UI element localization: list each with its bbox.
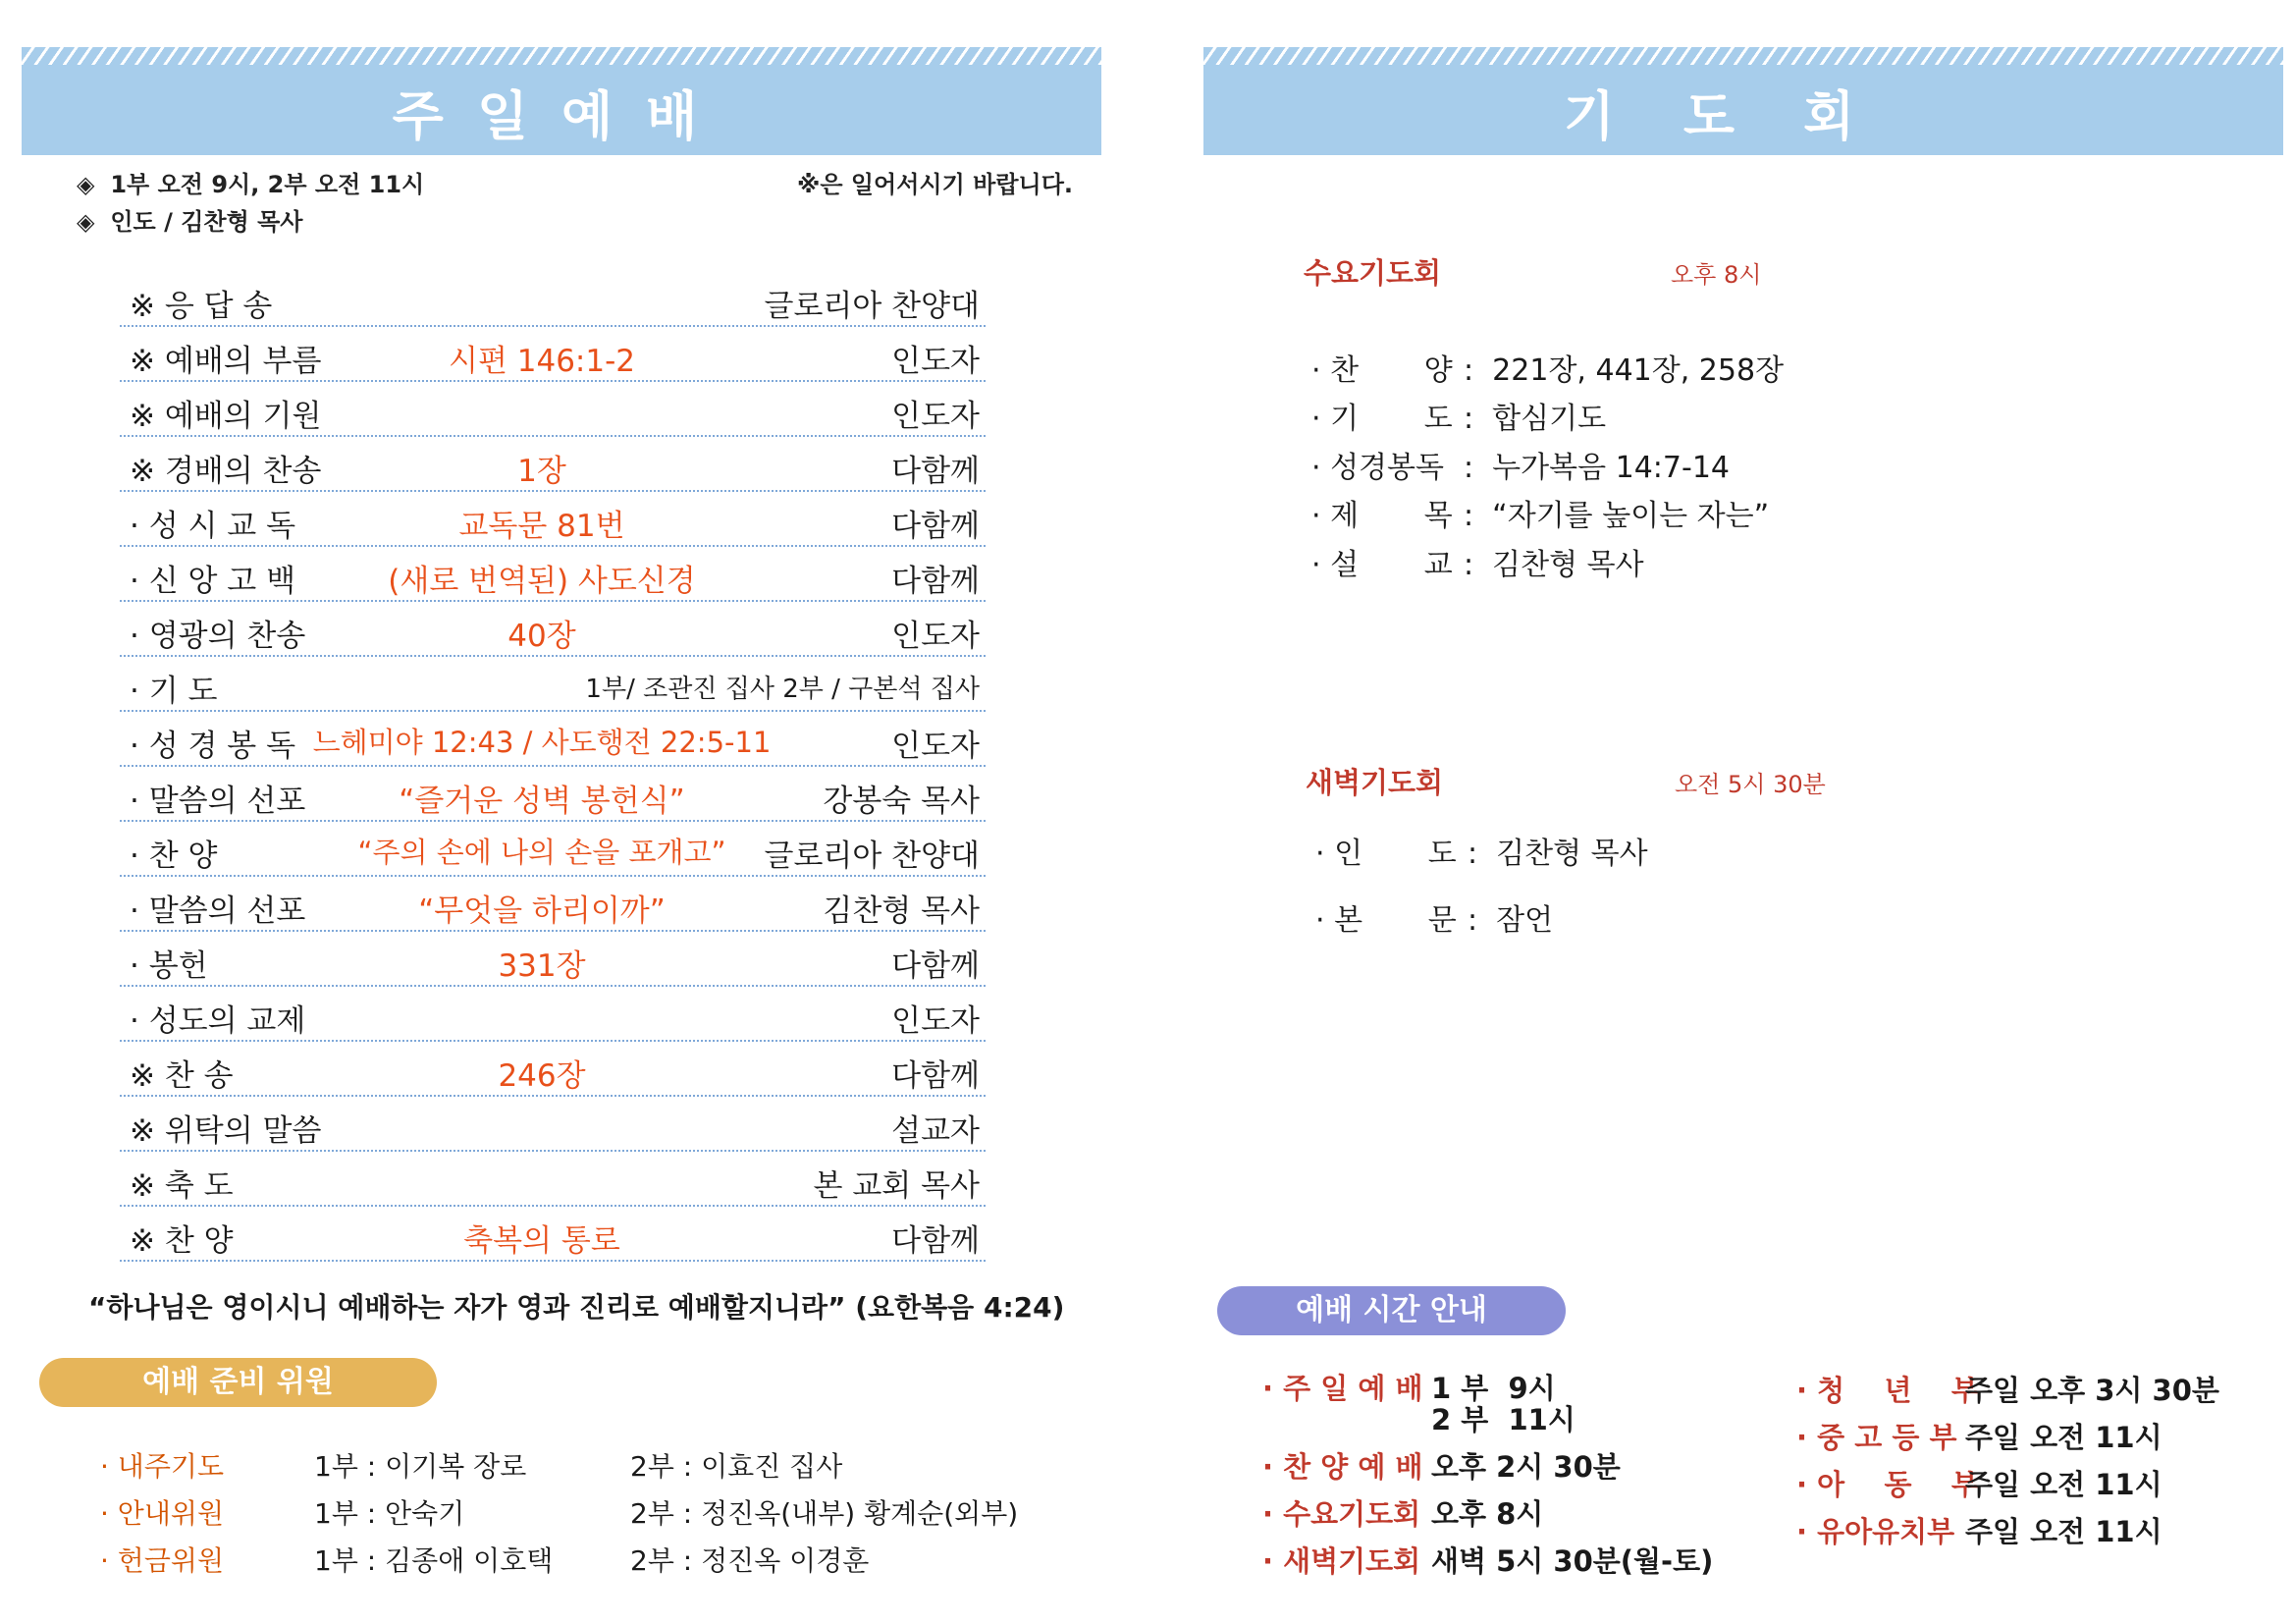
order-label: ※ 경배의 찬송 <box>130 454 322 489</box>
order-row <box>120 767 986 822</box>
order-performer: 강봉숙 목사 <box>823 784 980 819</box>
schedule-left-row <box>1262 1398 1575 1438</box>
line-key: · 인 도 <box>1315 837 1457 871</box>
schedule-label: · 유아유치부 <box>1796 1515 1955 1548</box>
schedule-label: · 찬 양 예 배 <box>1262 1450 1423 1484</box>
order-row <box>120 547 986 602</box>
order-row <box>120 1207 986 1262</box>
scripture-quote: “하나님은 영이시니 예배하는 자가 영과 진리로 예배할지니라” (요한복음 4:24) <box>88 1291 1065 1324</box>
committee-first: 1부 : 안숙기 <box>314 1497 465 1530</box>
order-performer: 설교자 <box>891 1113 980 1149</box>
committee-role: · 안내위원 <box>100 1497 224 1530</box>
order-of-worship <box>120 272 986 1262</box>
sunday-worship-title: 주일예배 <box>392 85 731 147</box>
line-key: · 설 교 <box>1311 548 1453 582</box>
line-key: · 성경봉독 <box>1311 451 1444 485</box>
order-row <box>120 987 986 1042</box>
order-label: · 영광의 찬송 <box>130 619 306 654</box>
order-label: · 봉헌 <box>130 948 208 984</box>
order-label: · 성 경 봉 독 <box>130 729 296 764</box>
leader-text: 인도 / 김찬형 목사 <box>110 208 303 236</box>
order-row <box>120 932 986 987</box>
order-performer: 본 교회 목사 <box>813 1168 980 1204</box>
order-performer: 글로리아 찬양대 <box>764 839 980 874</box>
order-performer: 인도자 <box>891 619 980 654</box>
committee-first: 1부 : 김종애 이호택 <box>314 1544 554 1577</box>
schedule-value: 2 부 11시 <box>1431 1403 1575 1436</box>
order-detail: 시편 146:1-2 <box>449 344 635 379</box>
order-performer: 김찬형 목사 <box>823 893 980 929</box>
banner-stripe <box>1203 47 2283 65</box>
order-performer: 인도자 <box>891 1003 980 1039</box>
schedule-value: 새벽 5시 30분(월-토) <box>1431 1544 1714 1578</box>
order-performer: 인도자 <box>891 344 980 379</box>
committee-first: 1부 : 이기복 장로 <box>314 1450 527 1483</box>
committee-role: · 헌금위원 <box>100 1544 224 1577</box>
order-label: ※ 찬 송 <box>130 1058 234 1094</box>
order-label: · 기 도 <box>130 674 218 709</box>
diamond-bullet-icon: ◈ <box>77 208 95 236</box>
schedule-value: 오후 2시 30분 <box>1431 1450 1621 1484</box>
diamond-bullet-icon: ◈ <box>77 171 95 198</box>
order-performer: 다함께 <box>891 1058 980 1094</box>
dawn-line <box>1315 829 1648 872</box>
order-performer: 인도자 <box>891 399 980 434</box>
order-label: ※ 축 도 <box>130 1168 234 1204</box>
order-label: ※ 예배의 기원 <box>130 399 322 434</box>
schedule-right-row <box>1796 1369 2219 1409</box>
order-detail: 331장 <box>498 948 586 984</box>
line-value: : 김찬형 목사 <box>1464 548 1644 582</box>
line-value: : 221장, 441장, 258장 <box>1464 353 1785 388</box>
order-label: ※ 예배의 부름 <box>130 344 322 379</box>
order-row <box>120 712 986 767</box>
prayer-meeting-title: 기도회 <box>1563 85 1924 147</box>
order-label: · 성 시 교 독 <box>130 509 296 544</box>
wednesday-prayer-time: 오후 8시 <box>1671 261 1762 289</box>
order-detail: “즐거운 성벽 봉헌식” <box>399 784 685 819</box>
order-row <box>120 492 986 547</box>
schedule-value: 1 부 9시 <box>1431 1372 1556 1405</box>
schedule-right-row <box>1796 1510 2163 1550</box>
order-label: ※ 응 답 송 <box>130 289 273 324</box>
line-value: : 합심기도 <box>1464 402 1607 436</box>
order-label: · 말씀의 선포 <box>130 784 306 819</box>
order-label: · 말씀의 선포 <box>130 893 306 929</box>
banner-stripe <box>22 47 1101 65</box>
schedule-label: · 주 일 예 배 <box>1262 1372 1423 1405</box>
line-key: · 본 문 <box>1315 903 1457 938</box>
wednesday-line <box>1311 491 1769 534</box>
order-performer: 다함께 <box>891 1223 980 1259</box>
schedule-value: 주일 오전 11시 <box>1965 1515 2163 1548</box>
committee-second: 2부 : 정진옥(내부) 황계순(외부) <box>630 1497 1019 1530</box>
schedule-label: · 중 고 등 부 <box>1796 1421 1957 1454</box>
schedule-left-row <box>1262 1492 1543 1533</box>
schedule-pill: 예배 시간 안내 <box>1217 1286 1566 1335</box>
wednesday-line <box>1311 443 1730 486</box>
order-performer: 1부/ 조관진 집사 2부 / 구본석 집사 <box>585 675 980 704</box>
order-row <box>120 1097 986 1152</box>
order-performer: 다함께 <box>891 564 980 599</box>
wednesday-line <box>1311 540 1644 583</box>
order-performer: 다함께 <box>891 948 980 984</box>
line-value: : 누가복음 14:7-14 <box>1464 451 1731 485</box>
schedule-left-row <box>1262 1445 1621 1486</box>
sunday-worship-banner <box>22 47 1101 155</box>
order-detail: “주의 손에 나의 손을 포개고” <box>357 836 726 869</box>
schedule-value: 주일 오전 11시 <box>1965 1421 2163 1454</box>
line-value: : 잠언 <box>1468 903 1554 938</box>
order-row <box>120 822 986 877</box>
order-performer: 글로리아 찬양대 <box>764 289 980 324</box>
service-times <box>77 165 424 199</box>
order-label: ※ 찬 양 <box>130 1223 234 1259</box>
order-label: ※ 위탁의 말씀 <box>130 1113 322 1149</box>
order-row <box>120 657 986 712</box>
line-key: · 찬 양 <box>1311 353 1453 388</box>
order-row <box>120 382 986 437</box>
committee-role: · 내주기도 <box>100 1450 224 1483</box>
dawn-prayer-time: 오전 5시 30분 <box>1675 771 1826 798</box>
schedule-value: 주일 오전 11시 <box>1965 1468 2163 1501</box>
line-key: · 제 목 <box>1311 499 1453 533</box>
order-row <box>120 877 986 932</box>
order-label: · 성도의 교제 <box>130 1003 306 1039</box>
schedule-label: · 수요기도회 <box>1262 1497 1421 1531</box>
order-performer: 다함께 <box>891 509 980 544</box>
schedule-label: · 아 동 부 <box>1796 1468 1979 1501</box>
order-performer: 인도자 <box>891 729 980 764</box>
schedule-right-row <box>1796 1416 2163 1456</box>
order-detail: 246장 <box>498 1058 586 1094</box>
committee-second: 2부 : 이효진 집사 <box>630 1450 843 1483</box>
schedule-label: · 새벽기도회 <box>1262 1544 1421 1578</box>
committee-pill: 예배 준비 위원 <box>39 1358 437 1407</box>
order-detail: 느헤미야 12:43 / 사도행전 22:5-11 <box>312 726 772 759</box>
leader-info <box>77 202 302 237</box>
order-detail: 1장 <box>517 454 566 489</box>
order-detail: 40장 <box>507 619 576 654</box>
schedule-right-row <box>1796 1463 2163 1503</box>
wednesday-prayer-title: 수요기도회 <box>1304 256 1442 290</box>
schedule-label: · 청 년 부 <box>1796 1374 1979 1407</box>
order-row <box>120 1042 986 1097</box>
schedule-value: 오후 8시 <box>1431 1497 1544 1531</box>
line-key: · 기 도 <box>1311 402 1453 436</box>
order-label: · 찬 양 <box>130 839 218 874</box>
schedule-value: 주일 오후 3시 30분 <box>1965 1374 2219 1407</box>
line-value: : “자기를 높이는 자는” <box>1464 499 1770 533</box>
service-times-text: 1부 오전 9시, 2부 오전 11시 <box>110 171 425 198</box>
order-row <box>120 602 986 657</box>
prayer-meeting-banner <box>1203 47 2283 155</box>
order-row <box>120 272 986 327</box>
order-row <box>120 327 986 382</box>
order-detail: 축복의 통로 <box>463 1223 620 1259</box>
schedule-left-row <box>1262 1540 1713 1580</box>
order-detail: “무엇을 하리이까” <box>418 893 666 929</box>
order-detail: (새로 번역된) 사도신경 <box>388 564 696 599</box>
line-value: : 김찬형 목사 <box>1468 837 1648 871</box>
order-label: · 신 앙 고 백 <box>130 564 296 599</box>
order-row <box>120 1152 986 1207</box>
order-row <box>120 437 986 492</box>
order-detail: 교독문 81번 <box>458 509 625 544</box>
standing-note: ※은 일어서시기 바랍니다. <box>797 171 1073 198</box>
order-performer: 다함께 <box>891 454 980 489</box>
wednesday-line <box>1311 346 1784 389</box>
wednesday-line <box>1311 394 1606 437</box>
dawn-prayer-title: 새벽기도회 <box>1306 766 1444 799</box>
dawn-line <box>1315 895 1553 939</box>
committee-second: 2부 : 정진옥 이경훈 <box>630 1544 870 1577</box>
